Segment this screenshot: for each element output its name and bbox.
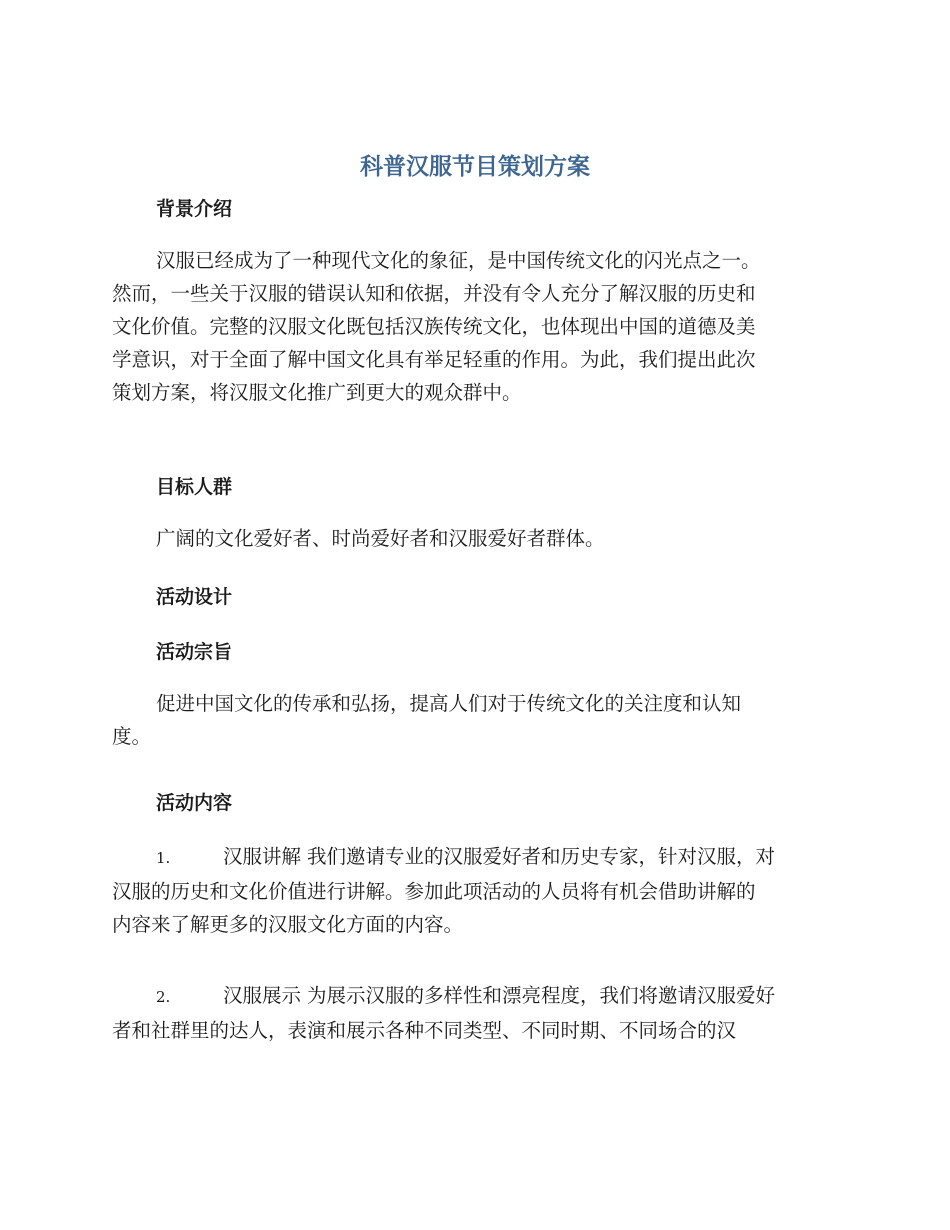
heading-purpose: 活动宗旨 xyxy=(156,641,233,663)
document-title: 科普汉服节目策划方案 xyxy=(360,154,590,180)
list-text: 为展示汉服的多样性和漂亮程度，我们将邀请汉服爱好 xyxy=(307,984,776,1007)
list-text: 我们邀请专业的汉服爱好者和历史专家，针对汉服，对 xyxy=(307,845,776,868)
text-line: 广阔的文化爱好者、时尚爱好者和汉服爱好者群体。 xyxy=(156,527,605,550)
heading-content: 活动内容 xyxy=(156,792,233,814)
paragraph-background xyxy=(112,244,842,409)
list-item-lecture xyxy=(112,840,842,941)
text-line: 汉服的历史和文化价值进行讲解。参加此项活动的人员将有机会借助讲解的 xyxy=(112,880,756,903)
heading-background: 背景介绍 xyxy=(156,198,233,220)
text-line: 促进中国文化的传承和弘扬，提高人们对于传统文化的关注度和认知 xyxy=(156,692,742,715)
heading-design: 活动设计 xyxy=(156,586,233,608)
list-term: 汉服展示 xyxy=(223,984,302,1007)
heading-audience: 目标人群 xyxy=(156,476,233,498)
list-number: 2. xyxy=(156,988,171,1006)
list-term: 汉服讲解 xyxy=(223,845,302,868)
list-number: 1. xyxy=(156,849,171,867)
text-line: 文化价值。完整的汉服文化既包括汉族传统文化，也体现出中国的道德及美 xyxy=(112,315,756,338)
text-line: 内容来了解更多的汉服文化方面的内容。 xyxy=(112,913,464,936)
text-line: 然而，一些关于汉服的错误认知和依据，并没有令人充分了解汉服的历史和 xyxy=(112,282,756,305)
paragraph-audience xyxy=(112,522,842,555)
paragraph-purpose xyxy=(112,687,842,753)
text-line: 策划方案，将汉服文化推广到更大的观众群中。 xyxy=(112,381,522,404)
text-line: 汉服已经成为了一种现代文化的象征，是中国传统文化的闪光点之一。 xyxy=(156,249,761,272)
list-item-showcase xyxy=(112,979,842,1047)
text-line: 度。 xyxy=(112,725,152,748)
text-line: 者和社群里的达人，表演和展示各种不同类型、不同时期、不同场合的汉 xyxy=(112,1019,737,1042)
text-line: 学意识，对于全面了解中国文化具有举足轻重的作用。为此，我们提出此次 xyxy=(112,348,756,371)
